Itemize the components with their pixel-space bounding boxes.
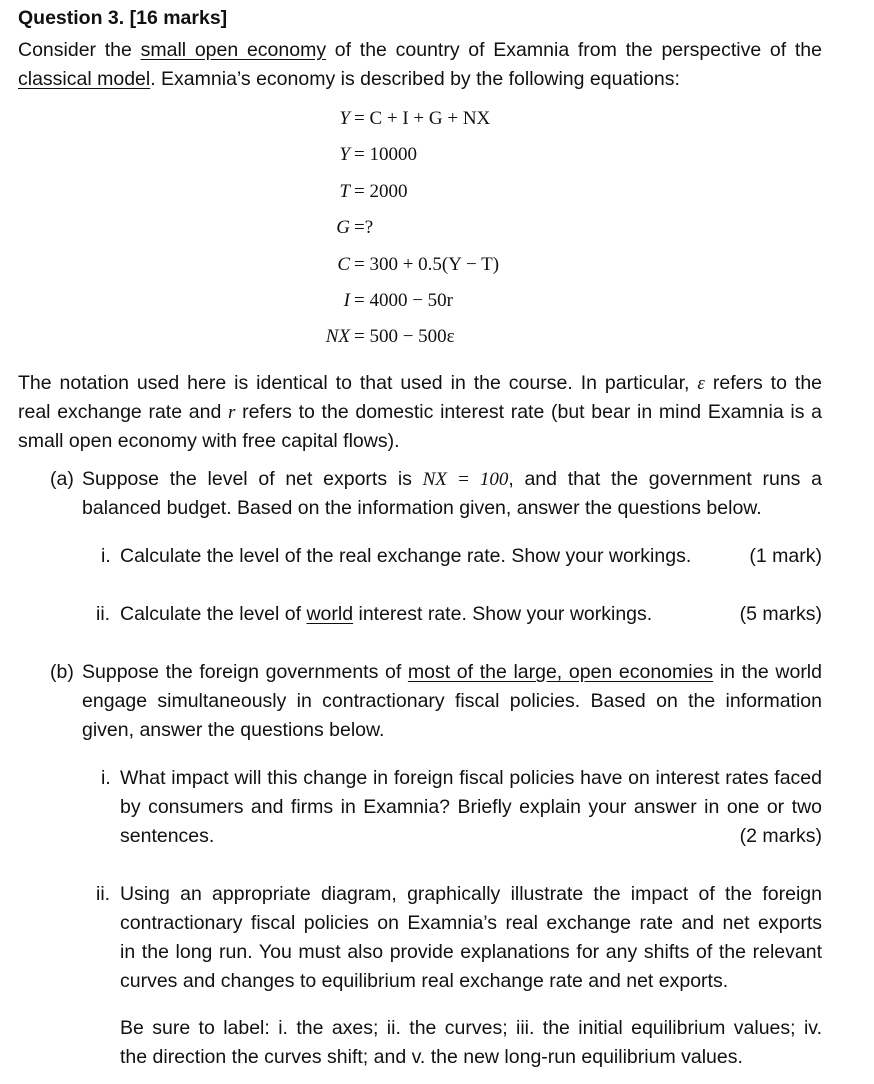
notation-text: real exchange rate and	[18, 401, 228, 423]
intro-text: of the country of Examnia from the perspective of the	[326, 39, 823, 61]
underlined-term-classical-model: classical model	[18, 68, 151, 90]
part-b-note-line-1: Be sure to label: i. the axes; ii. the curves; iii. the initial equilibrium values; iv.	[120, 1017, 822, 1039]
intro-line-1	[18, 36, 822, 65]
part-a-i-marks: (1 mark)	[749, 545, 822, 567]
equation-lhs: G	[336, 217, 350, 238]
part-b-ii-label: ii.	[96, 883, 111, 905]
intro-text: . Examnia’s economy is described by the following equations:	[150, 68, 680, 90]
part-b-ii-line-4: curves and changes to equilibrium real exchange rate and net exports.	[120, 970, 729, 992]
part-a-text-segment: Suppose the level of net exports is	[82, 468, 423, 490]
equation-row	[0, 254, 874, 284]
part-b-i	[120, 764, 822, 851]
part-a-label: (a)	[50, 468, 74, 490]
intro-paragraph	[18, 36, 822, 94]
part-b-ii	[120, 880, 822, 996]
part-b-text-segment: in the world	[713, 661, 822, 683]
part-a-ii	[120, 600, 822, 629]
notation-line-2	[18, 398, 822, 427]
notation-text: The notation used here is identical to that used in the course. In particular,	[18, 372, 698, 394]
equation-rhs: = 500 − 500ε	[354, 326, 455, 347]
part-a-line-2: balanced budget. Based on the information given, answer the questions below.	[82, 497, 762, 519]
equation-row	[0, 326, 874, 356]
nx-math: NX = 100	[422, 469, 509, 490]
equation-lhs: Y	[339, 108, 350, 129]
equation-rhs: = C + I + G + NX	[354, 108, 491, 129]
part-a-i-label: i.	[101, 545, 111, 567]
part-b-i-line-3	[120, 822, 822, 851]
notation-text: refers to the domestic interest rate (but bear in mind Examnia is a	[235, 401, 822, 423]
equation-rhs: = 10000	[354, 144, 417, 165]
part-a-i-text: Calculate the level of the real exchange rate. Show your workings.	[120, 545, 692, 567]
equation-lhs: I	[343, 290, 350, 311]
part-a-ii-label: ii.	[96, 603, 111, 625]
part-b-label: (b)	[50, 661, 74, 683]
equation-rhs: = 2000	[354, 181, 408, 202]
underlined-term-large-open-economies: most of the large, open economies	[407, 661, 714, 683]
part-a-i	[120, 542, 822, 571]
part-b-i-marks: (2 marks)	[739, 825, 822, 847]
equation-lhs: Y	[339, 144, 350, 165]
equation-row	[0, 181, 874, 211]
part-a-ii-text: interest rate. Show your workings.	[353, 603, 653, 625]
notation-line-3: small open economy with free capital flows).	[18, 430, 400, 452]
part-a-ii-text: Calculate the level of	[120, 603, 307, 625]
equation-lhs: T	[339, 181, 350, 202]
part-b-i-label: i.	[101, 767, 111, 789]
part-a-text	[82, 465, 822, 523]
equation-lhs: NX	[325, 326, 350, 347]
part-b-line-2: engage simultaneously in contractionary fiscal policies. Based on the information	[82, 690, 822, 712]
epsilon-symbol: ε	[697, 373, 705, 394]
part-a-ii-marks: (5 marks)	[739, 603, 822, 625]
part-b-text-segment: Suppose the foreign governments of	[82, 661, 408, 683]
part-b-text	[82, 658, 822, 745]
equation-row	[0, 144, 874, 174]
part-b-ii-line-3: in the long run. You must also provide explanations for any shifts of the relevant	[120, 941, 822, 963]
part-b-ii-line-2: contractionary fiscal policies on Examnia’s real exchange rate and net exports	[120, 912, 822, 934]
equation-rhs: = 4000 − 50r	[354, 290, 454, 311]
equation-rhs: =?	[354, 217, 374, 238]
notation-text: refers to the	[704, 372, 823, 394]
intro-line-2	[18, 65, 822, 94]
underlined-term-world: world	[306, 603, 354, 625]
underlined-term-small-open-economy: small open economy	[140, 39, 327, 61]
intro-text: Consider the	[18, 39, 141, 61]
part-b-i-line-3-text: sentences.	[120, 825, 215, 847]
part-b-line-1	[82, 658, 822, 687]
part-b-note-line-2: the direction the curves shift; and v. the new long-run equilibrium values.	[120, 1046, 743, 1068]
part-b-line-3: given, answer the questions below.	[82, 719, 385, 741]
equation-rhs: = 300 + 0.5(Y − T)	[354, 254, 500, 275]
part-b-ii-note	[120, 1014, 822, 1072]
part-b-i-line-1: What impact will this change in foreign fiscal policies have on interest rates faced	[120, 767, 822, 789]
r-symbol: r	[227, 402, 236, 423]
part-b-i-line-2: by consumers and firms in Examnia? Briefly explain your answer in one or two	[120, 796, 822, 818]
notation-line-1	[18, 369, 822, 398]
equation-lhs: C	[337, 254, 350, 275]
equation-row	[0, 108, 874, 138]
question-title: Question 3. [16 marks]	[18, 7, 228, 29]
part-a-line-1	[82, 465, 822, 494]
part-a-text-segment: , and that the government runs a	[508, 468, 822, 490]
equation-row	[0, 217, 874, 247]
notation-paragraph	[18, 369, 822, 456]
equation-row	[0, 290, 874, 320]
part-b-ii-line-1: Using an appropriate diagram, graphically illustrate the impact of the foreign	[120, 883, 822, 905]
